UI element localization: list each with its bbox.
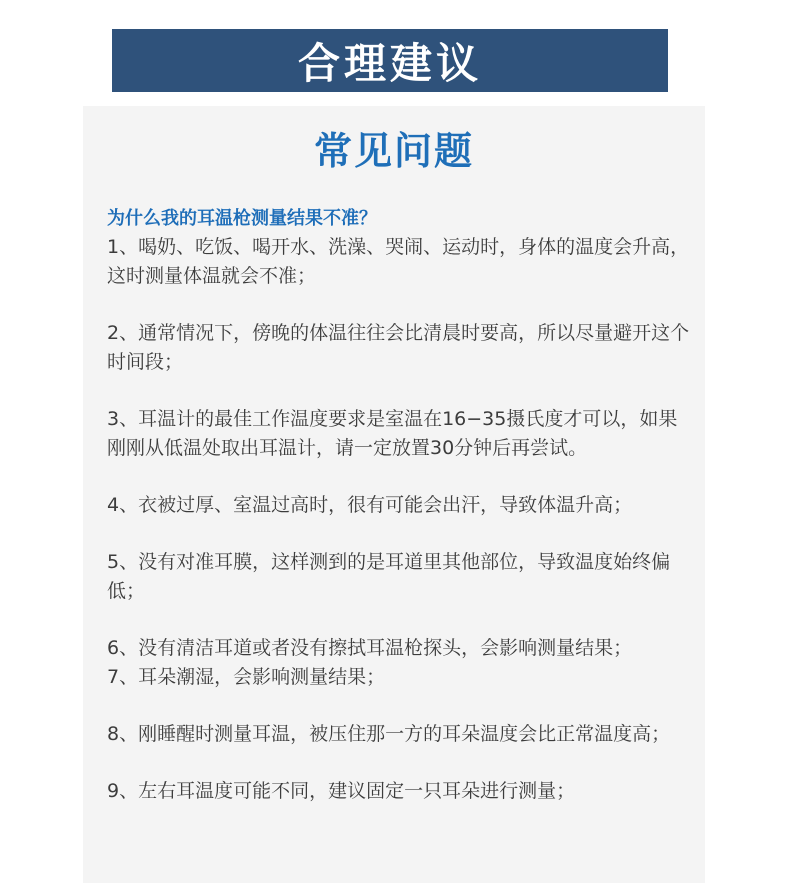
faq-answer-item: 4、衣被过厚、室温过高时，很有可能会出汗，导致体温升高； [107, 494, 633, 516]
faq-answer-item: 5、没有对准耳膜，这样测到的是耳道里其他部位，导致温度始终偏低； [107, 551, 671, 602]
faq-answer-item: 9、左右耳温度可能不同，建议固定一只耳朵进行测量； [107, 780, 576, 802]
faq-answer-item: 7、耳朵潮湿，会影响测量结果； [107, 666, 386, 688]
faq-answer-item: 6、没有清洁耳道或者没有擦拭耳温枪探头，会影响测量结果； [107, 637, 633, 659]
faq-answer-list [107, 233, 693, 834]
faq-answer-item: 1、喝奶、吃饭、喝开水、洗澡、哭闹、运动时，身体的温度会升高，这时测量体温就会不准； [107, 236, 690, 287]
faq-answer-item: 2、通常情况下，傍晚的体温往往会比清晨时要高，所以尽量避开这个时间段； [107, 322, 690, 373]
banner-title: 合理建议 [297, 38, 482, 88]
faq-question: 为什么我的耳温枪测量结果不准？ [107, 208, 377, 229]
faq-card [83, 106, 705, 883]
faq-answer-item: 8、刚睡醒时测量耳温，被压住那一方的耳朵温度会比正常温度高； [107, 723, 671, 745]
header-banner [112, 29, 668, 92]
faq-title: 常见问题 [313, 129, 474, 173]
faq-answer-item: 3、耳温计的最佳工作温度要求是室温在16−35摄氏度才可以，如果刚刚从低温处取出耳温计，请一定放置30分钟后再尝试。 [107, 408, 678, 459]
